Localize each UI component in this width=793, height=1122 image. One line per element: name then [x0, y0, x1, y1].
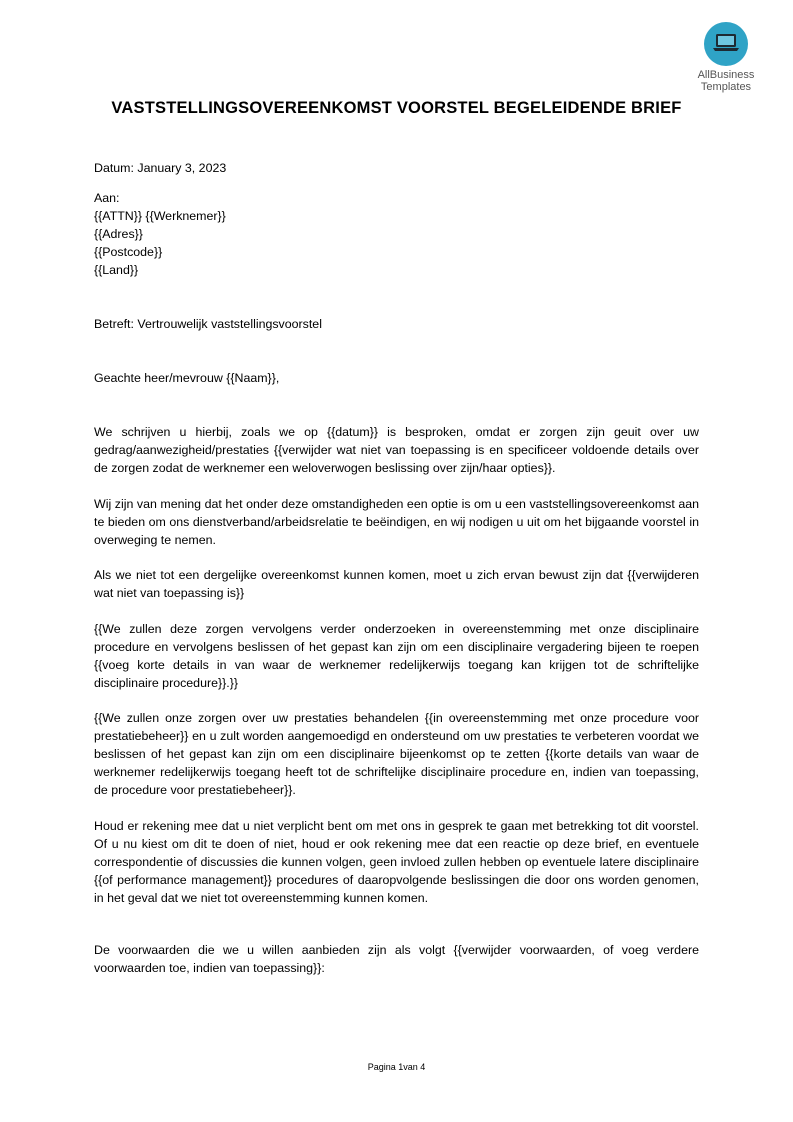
document-title: VASTSTELLINGSOVEREENKOMST VOORSTEL BEGELEIDENDE BRIEF: [111, 99, 682, 117]
recipient-address: [94, 189, 699, 279]
address-line: {{Land}}: [94, 263, 139, 277]
salutation: Geachte heer/mevrouw {{Naam}},: [94, 371, 280, 385]
company-logo: [690, 22, 762, 93]
date-line: Datum: January 3, 2023: [94, 161, 227, 175]
body-paragraph: De voorwaarden die we u willen aanbieden zijn als volgt {{verwijder voorwaarden, of voeg verdere voorwaarden toe, indien van toepassing}}:: [94, 943, 699, 975]
logo-line2: Templates: [700, 81, 752, 93]
body-paragraph: Als we niet tot een dergelijke overeenkomst kunnen komen, moet u zich ervan bewust zijn dat {{verwijderen wat niet van toepassing is}}: [94, 568, 699, 600]
body-paragraph: Houd er rekening mee dat u niet verplicht bent om met ons in gesprek te gaan met betrekking tot dit voorstel. Of u nu kiest om dit te doen of niet, houd er ook rekening mee dat een reactie op deze brief, en eventuele correspondentie of discussies die kunnen volgen, geen invloed zullen hebben op eventuele latere disciplinaire {{of performance management}} procedures of daaropvolgende beslissingen die door ons worden genomen, in het geval dat we niet tot overeenstemming kunnen komen.: [94, 819, 699, 905]
address-line: {{Adres}}: [94, 227, 143, 241]
body-paragraph: {{We zullen onze zorgen over uw prestaties behandelen {{in overeenstemming met onze procedure voor prestatiebeheer}} en u zult worden aangemoedigd en ondersteund om uw prestaties te verbeteren voordat we beslissen of het gepast kan zijn om een disciplinaire bijeenkomst op te zetten {{korte details van waar de werknemer redelijkerwijs toegang heeft tot de schriftelijke disciplinaire procedure en, indien van toepassing, de procedure voor prestatiebeheer}}.: [94, 711, 699, 797]
body-paragraph: {{We zullen deze zorgen vervolgens verder onderzoeken in overeenstemming met onze disciplinaire procedure en vervolgens beslissen of het gepast kan zijn om een disciplinaire vergadering bijeen te roepen {{voeg korte details in van waar de werknemer redelijkerwijs toegang kan krijgen tot de schriftelijke disciplinaire procedure}}.}}: [94, 622, 699, 690]
address-label: Aan:: [94, 191, 120, 205]
address-line: {{Postcode}}: [94, 245, 163, 259]
subject-line: Betreft: Vertrouwelijk vaststellingsvoorstel: [94, 317, 322, 331]
body-paragraph: Wij zijn van mening dat het onder deze omstandigheden een optie is om u een vaststellingsovereenkomst aan te bieden om ons dienstverband/arbeidsrelatie te beëindigen, en wij nodigen u uit om het bijgaande voorstel in overweging te nemen.: [94, 497, 699, 547]
logo-line1: AllBusiness: [697, 69, 755, 81]
body-paragraph: We schrijven u hierbij, zoals we op {{datum}} is besproken, omdat er zorgen zijn geuit over uw gedrag/aanwezigheid/prestaties {{verwijder wat niet van toepassing is en specificeer voldoende details over de zorgen zodat de werknemer een weloverwogen beslissing over zijn/haar opties}}.: [94, 425, 699, 475]
address-line: {{ATTN}} {{Werknemer}}: [94, 209, 226, 223]
logo-badge: [704, 22, 748, 66]
logo-text: [690, 69, 762, 93]
page-number-footer: Pagina 1van 4: [367, 1062, 426, 1072]
laptop-icon: [712, 32, 740, 54]
